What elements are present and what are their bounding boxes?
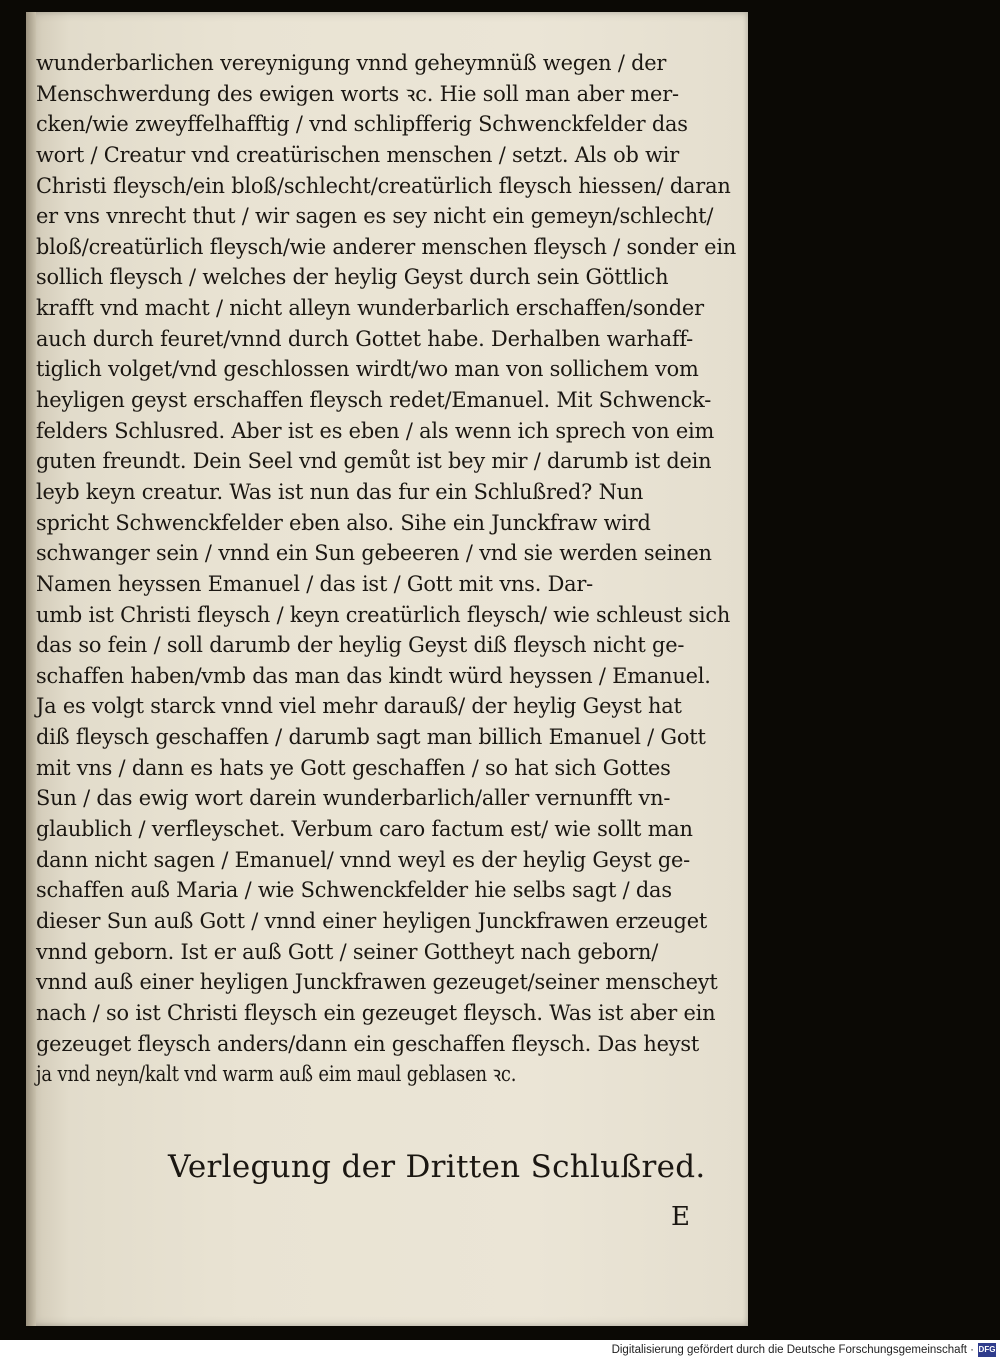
text-line: ja vnd neyn/kalt vnd warm auß eim maul geblasen ꝛc.	[36, 1062, 517, 1087]
text-line: Ja es volgt starck vnnd viel mehr darauß/ der heylig Geyst hat	[36, 694, 682, 719]
text-line: Namen heyssen Emanuel / das ist / Gott mit vns. Dar-	[36, 571, 594, 596]
text-line: gezeuget fleysch anders/dann ein geschaffen fleysch. Das heyst	[36, 1031, 700, 1056]
text-line: Christi fleysch/ein bloß/schlecht/creatürlich fleysch hiessen/ daran	[36, 173, 731, 198]
funding-credit: Digitalisierung gefördert durch die Deutsche Forschungsgemeinschaft ·	[611, 1344, 974, 1356]
text-line: wunderbarlichen vereynigung vnnd geheymnüß wegen / der	[36, 51, 667, 75]
section-heading: Verlegung der Dritten Schlußred.	[168, 1149, 706, 1185]
text-line: auch durch feuret/vnnd durch Gottet habe. Derhalben warhaff-	[36, 326, 694, 351]
text-line: spricht Schwenckfelder eben also. Sihe ein Junckfraw wird	[36, 510, 651, 535]
text-line: vnnd geborn. Ist er auß Gott / seiner Gottheyt nach geborn/	[36, 939, 659, 964]
text-line: Sun / das ewig wort darein wunderbarlich/aller vernunfft vn-	[36, 786, 671, 811]
text-line: cken/wie zweyffelhafftig / vnd schlipfferig Schwenckfelder das	[36, 112, 688, 137]
footer-bar	[0, 1340, 1000, 1364]
text-line: umb ist Christi fleysch / keyn creatürlich fleysch/ wie schleust sich	[36, 602, 731, 627]
text-line: leyb keyn creatur. Was ist nun das fur ein Schlußred? Nun	[36, 479, 644, 504]
text-line: das so fein / soll darumb der heylig Geyst diß fleysch nicht ge-	[36, 633, 685, 658]
text-line: diß fleysch geschaffen / darumb sagt man billich Emanuel / Gott	[36, 725, 706, 750]
text-line: schwanger sein / vnnd ein Sun gebeeren / vnd sie werden seinen	[36, 541, 712, 566]
text-line: vnnd auß einer heyligen Junckfrawen gezeuget/seiner menscheyt	[36, 970, 718, 995]
text-line: bloß/creatürlich fleysch/wie anderer menschen fleysch / sonder ein	[36, 234, 737, 259]
text-line: Menschwerdung des ewigen worts ꝛc. Hie soll man aber mer-	[36, 81, 679, 106]
body-text	[36, 48, 748, 1090]
text-line: sollich fleysch / welches der heylig Geyst durch sein Göttlich	[36, 265, 669, 290]
printer-signature-mark: E	[671, 1202, 690, 1232]
text-line: er vns vnrecht thut / wir sagen es sey nicht ein gemeyn/schlecht/	[36, 204, 714, 229]
text-line: heyligen geyst erschaffen fleysch redet/Emanuel. Mit Schwenck-	[36, 388, 712, 413]
page-gutter-shadow	[26, 12, 36, 1326]
text-line: schaffen auß Maria / wie Schwenckfelder hie selbs sagt / das	[36, 878, 672, 903]
dfg-logo-icon: DFG	[978, 1343, 996, 1357]
text-line: dieser Sun auß Gott / vnnd einer heyligen Junckfrawen erzeuget	[36, 908, 708, 933]
text-line: schaffen haben/vmb das man das kindt würd heyssen / Emanuel.	[36, 663, 711, 688]
text-line: tiglich volget/vnd geschlossen wirdt/wo man von sollichem vom	[36, 357, 699, 382]
text-line: felders Schlusred. Aber ist es eben / als wenn ich sprech von eim	[36, 418, 715, 443]
text-line: nach / so ist Christi fleysch ein gezeuget fleysch. Was ist aber ein	[36, 1000, 716, 1025]
book-page	[26, 12, 748, 1326]
text-line: wort / Creatur vnd creatürischen menschen / setzt. Als ob wir	[36, 142, 680, 167]
text-line: mit vns / dann es hats ye Gott geschaffen / so hat sich Gottes	[36, 755, 671, 780]
text-line: dann nicht sagen / Emanuel/ vnnd weyl es der heylig Geyst ge-	[36, 847, 691, 872]
text-line: krafft vnd macht / nicht alleyn wunderbarlich erschaffen/sonder	[36, 296, 704, 321]
text-line: guten freundt. Dein Seel vnd gemůt ist bey mir / darumb ist dein	[36, 449, 712, 474]
text-line: glaublich / verfleyschet. Verbum caro factum est/ wie sollt man	[36, 817, 693, 842]
